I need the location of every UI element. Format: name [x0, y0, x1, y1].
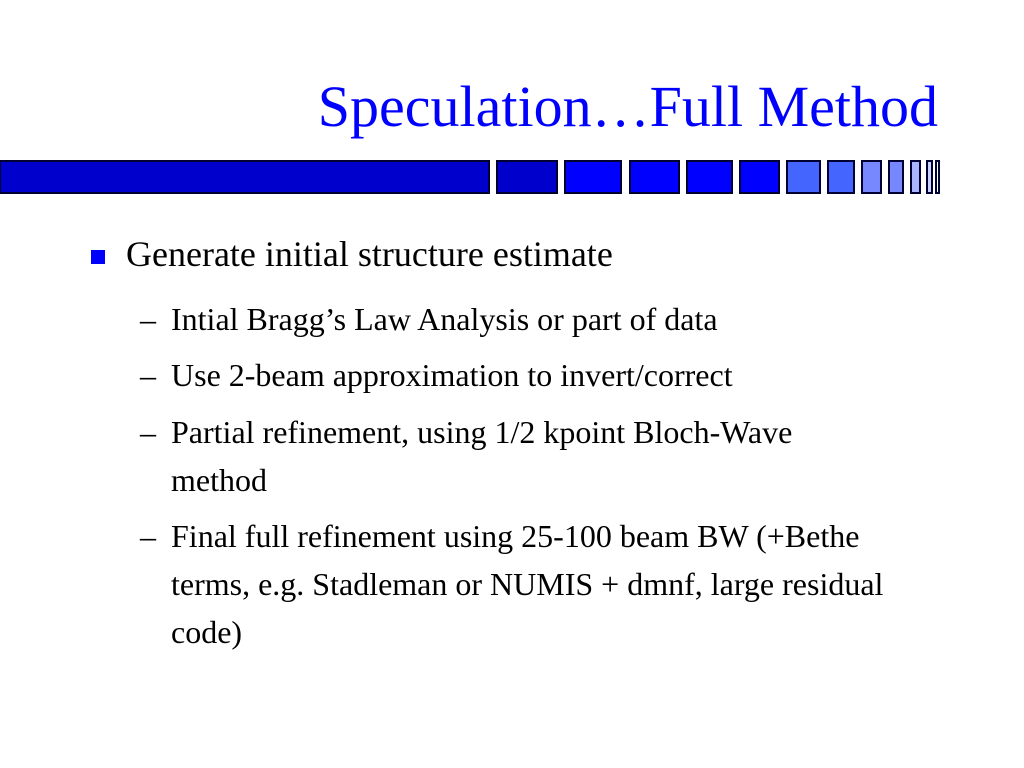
sub-bullet-item	[140, 512, 900, 656]
dash-icon: –	[140, 301, 156, 337]
divider-block	[828, 161, 854, 193]
sub-bullet-text: Use 2-beam approximation to invert/correct	[171, 357, 733, 393]
divider-block	[911, 161, 920, 193]
divider-block	[862, 161, 881, 193]
dash-icon: –	[140, 518, 156, 554]
divider-block	[565, 161, 621, 193]
divider-block	[740, 161, 779, 193]
divider-block	[497, 161, 557, 193]
divider-block	[927, 161, 932, 193]
sub-bullet-item	[140, 408, 840, 504]
sub-bullet-item	[140, 351, 900, 399]
sub-bullet-item	[140, 295, 900, 343]
divider-block	[889, 161, 903, 193]
slide-title: Speculation…Full Method	[317, 74, 938, 139]
dash-icon: –	[140, 414, 156, 450]
divider-block	[936, 161, 939, 193]
bullet-square-icon	[91, 250, 105, 264]
divider-block	[787, 161, 820, 193]
sub-bullet-text: Final full refinement using 25-100 beam BW (+Bethe terms, e.g. Stadleman or NUMIS + dmnf, large residual code)	[171, 518, 884, 650]
title-divider-bar	[0, 160, 1024, 194]
sub-bullet-text: Intial Bragg’s Law Analysis or part of data	[171, 301, 718, 337]
main-bullet-text: Generate initial structure estimate	[126, 234, 613, 274]
divider-long-bar	[0, 161, 489, 193]
sub-bullet-text: Partial refinement, using 1/2 kpoint Bloch-Wave method	[171, 414, 793, 498]
divider-block	[687, 161, 732, 193]
dash-icon: –	[140, 357, 156, 393]
divider-block	[630, 161, 679, 193]
